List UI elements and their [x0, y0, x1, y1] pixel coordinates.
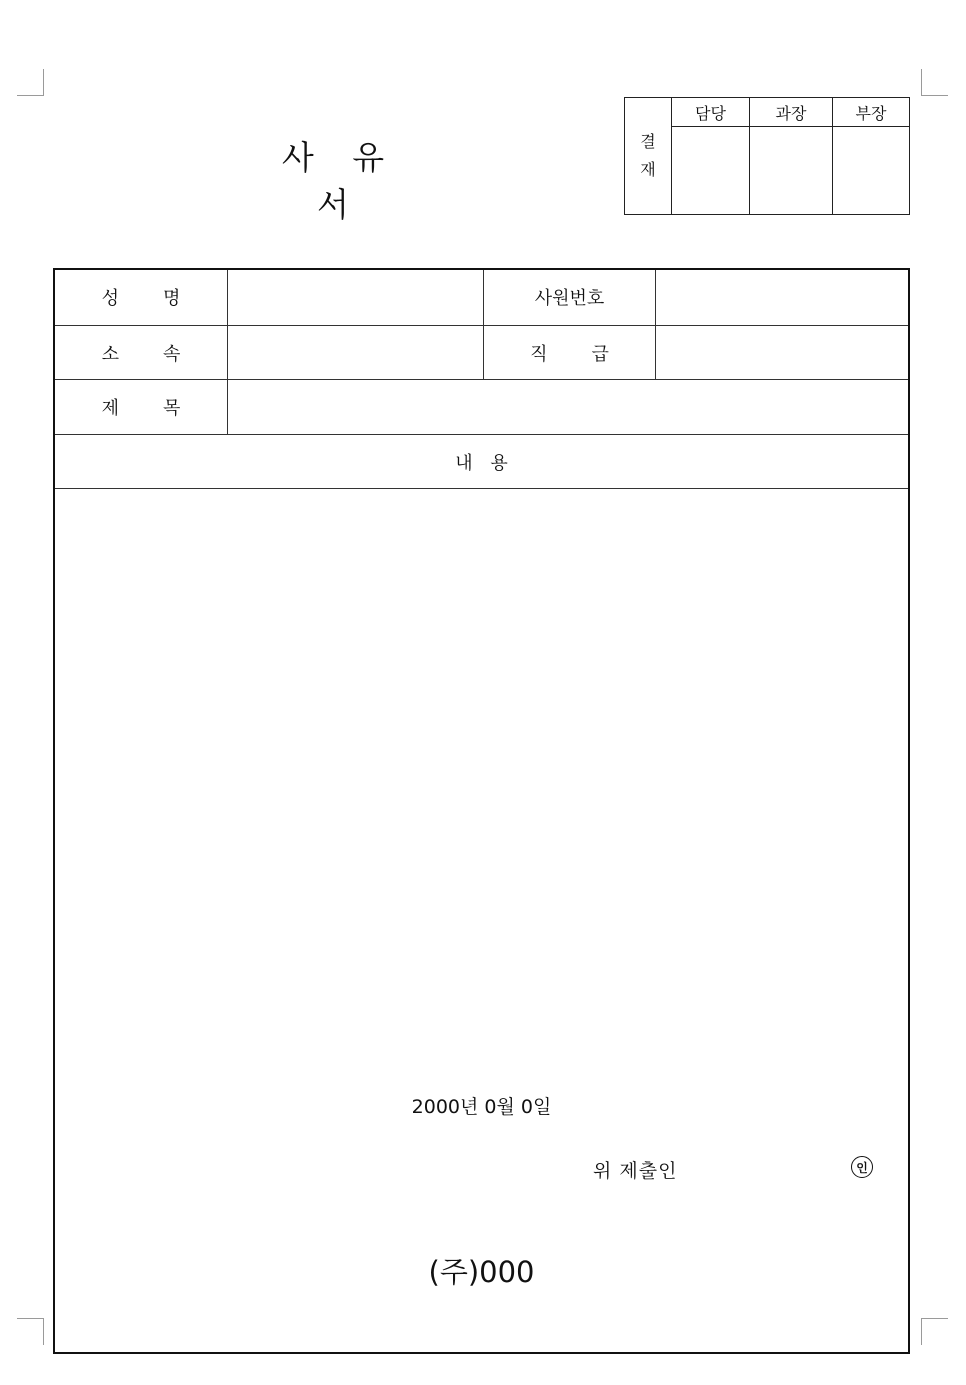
rank-label-cell — [484, 326, 655, 380]
approval-side-label-1: 결 — [640, 132, 656, 151]
content-field[interactable] — [55, 489, 908, 1079]
department-field[interactable] — [228, 326, 483, 379]
approval-box — [624, 97, 910, 215]
subject-label: 제목 — [101, 398, 225, 419]
document-title: 사 유 서 — [281, 138, 399, 224]
employee-number-field[interactable] — [656, 270, 908, 325]
rank-label: 직급 — [530, 344, 653, 365]
subject-field[interactable] — [228, 380, 908, 434]
approval-sign-section-chief[interactable] — [750, 127, 832, 214]
crop-mark-bottom-left — [17, 1318, 44, 1345]
content-label: 내 용 — [455, 453, 514, 474]
content-header-cell — [55, 435, 908, 489]
approval-sign-dept-head[interactable] — [833, 127, 909, 214]
date-line: 2000년 0월 0일 — [411, 1096, 552, 1118]
name-label: 성명 — [101, 288, 225, 309]
rank-field[interactable] — [656, 326, 908, 379]
employee-number-label: 사원번호 — [534, 288, 605, 309]
name-label-cell — [55, 270, 227, 324]
crop-mark-bottom-right — [921, 1318, 948, 1345]
approval-sign-manager[interactable] — [672, 127, 749, 214]
approval-head-manager: 담당 — [695, 103, 726, 123]
department-label: 소속 — [101, 344, 225, 365]
submitter-label: 위 제출인 — [593, 1160, 678, 1182]
crop-mark-top-right — [921, 69, 948, 96]
approval-head-section-chief: 과장 — [775, 103, 807, 123]
crop-mark-top-left — [17, 69, 44, 96]
approval-side-label — [625, 98, 671, 214]
name-field[interactable] — [228, 270, 483, 325]
approval-head-dept-head: 부장 — [855, 103, 887, 123]
employee-number-label-cell — [484, 270, 655, 324]
seal-icon: 인 — [851, 1156, 873, 1178]
department-label-cell — [55, 326, 227, 380]
company-name: (주)000 — [428, 1255, 535, 1289]
subject-label-cell — [55, 380, 227, 434]
approval-side-label-2: 재 — [640, 160, 656, 179]
reason-form — [53, 268, 910, 1354]
